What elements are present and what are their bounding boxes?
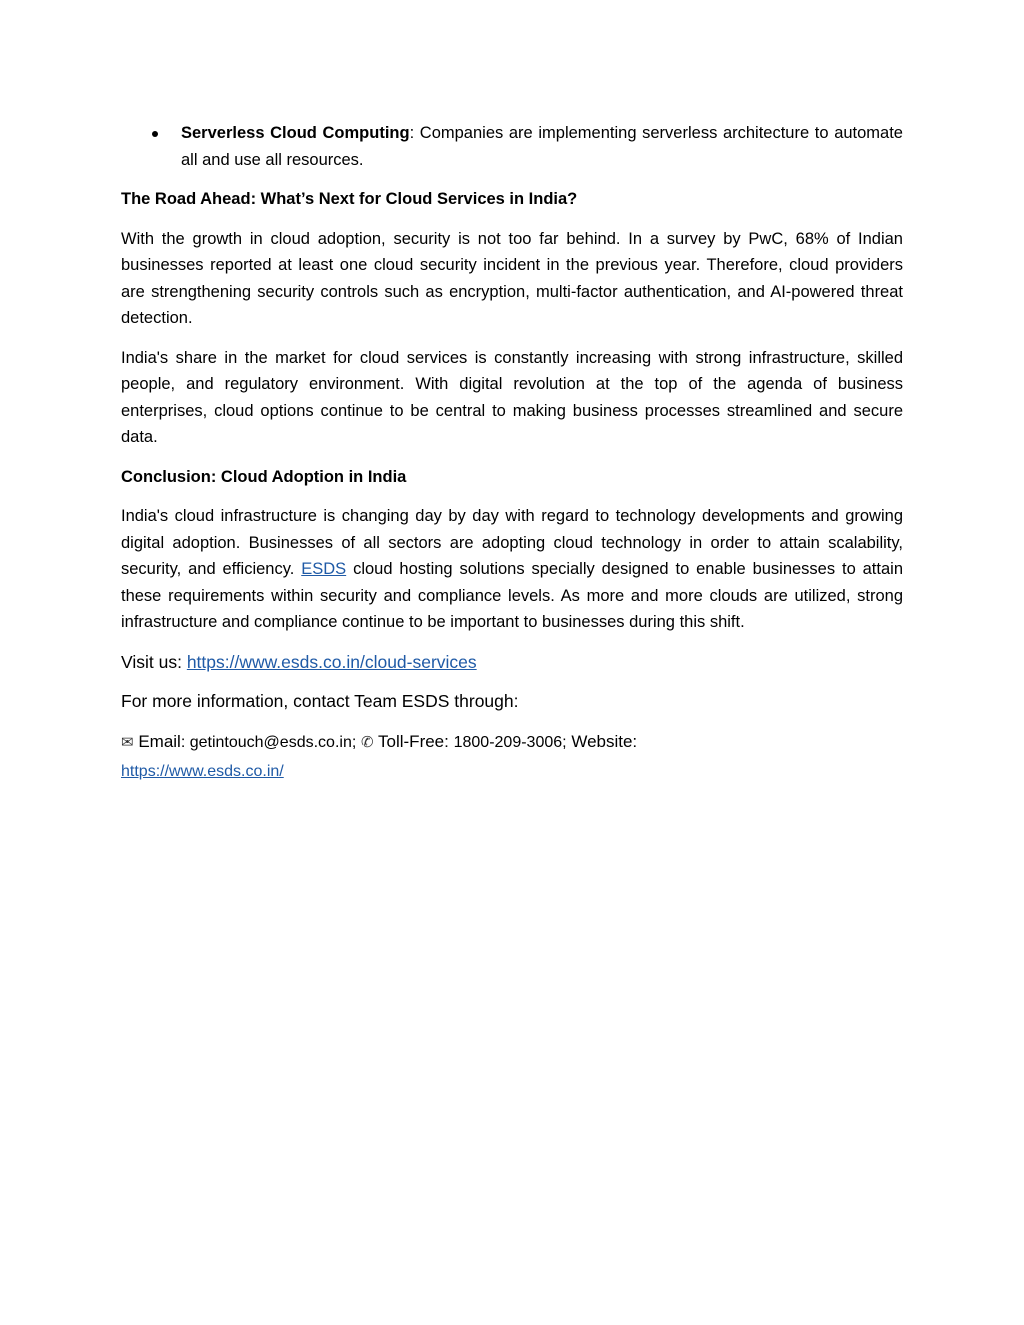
- esds-link[interactable]: ESDS: [301, 560, 347, 578]
- section-heading-conclusion: Conclusion: Cloud Adoption in India: [121, 467, 407, 486]
- phone-icon: ✆: [361, 732, 374, 751]
- paragraph-security: With the growth in cloud adoption, security is not too far behind. In a survey by PwC, 68% of Indian businesses reported at least one cloud security incident in the previous year. Therefore, cloud providers are strengthening security controls such as encryption, multi-factor authentication, and AI-powered threat detection.: [121, 229, 903, 327]
- paragraph-market-share: India's share in the market for cloud services is constantly increasing with strong infrastructure, skilled people, and regulatory environment. With digital revolution at the top of the agenda of business enterprises, cloud options continue to be central to making business processes streamlined and secure data.: [121, 348, 903, 446]
- toll-free-label: Toll-Free:: [378, 731, 449, 751]
- bullet-description: : Companies are implementing serverless architecture to automate all and use all resources.: [181, 124, 903, 169]
- email-value: : getintouch@esds.co.in;: [180, 733, 357, 751]
- paragraph-conclusion: [121, 503, 903, 636]
- bullet-title: Serverless Cloud Computing: [181, 124, 410, 142]
- bullet-dot: [121, 120, 181, 173]
- envelope-icon: ✉: [121, 732, 134, 751]
- bullet-text: [181, 120, 903, 173]
- visit-us-line: [121, 649, 903, 676]
- document-page: [121, 120, 903, 786]
- section-heading-road-ahead: The Road Ahead: What’s Next for Cloud Services in India?: [121, 190, 578, 208]
- toll-free-value: 1800-209-3006;: [453, 733, 567, 751]
- contact-intro: For more information, contact Team ESDS through:: [121, 691, 519, 711]
- website-link[interactable]: https://www.esds.co.in/: [121, 762, 284, 780]
- cloud-services-link[interactable]: https://www.esds.co.in/cloud-services: [186, 651, 477, 672]
- conclusion-text-before: India's cloud infrastructure is changing day by day with regard to technology developments and growing digital adoption. Businesses of all sectors are adopting cloud technology in order to attain scalability, security, and efficiency.: [121, 507, 903, 578]
- conclusion-text-after: cloud hosting solutions specially designed to enable businesses to attain these requirements within security and compliance levels. As more and more clouds are utilized, strong infrastructure and compliance continue to be important to businesses during this shift.: [121, 560, 903, 631]
- email-label: Email: [138, 731, 181, 751]
- website-label: Website:: [571, 731, 638, 751]
- visit-us-label: Visit us:: [121, 651, 182, 672]
- contact-details: [121, 728, 903, 786]
- bullet-item-serverless: [121, 120, 903, 173]
